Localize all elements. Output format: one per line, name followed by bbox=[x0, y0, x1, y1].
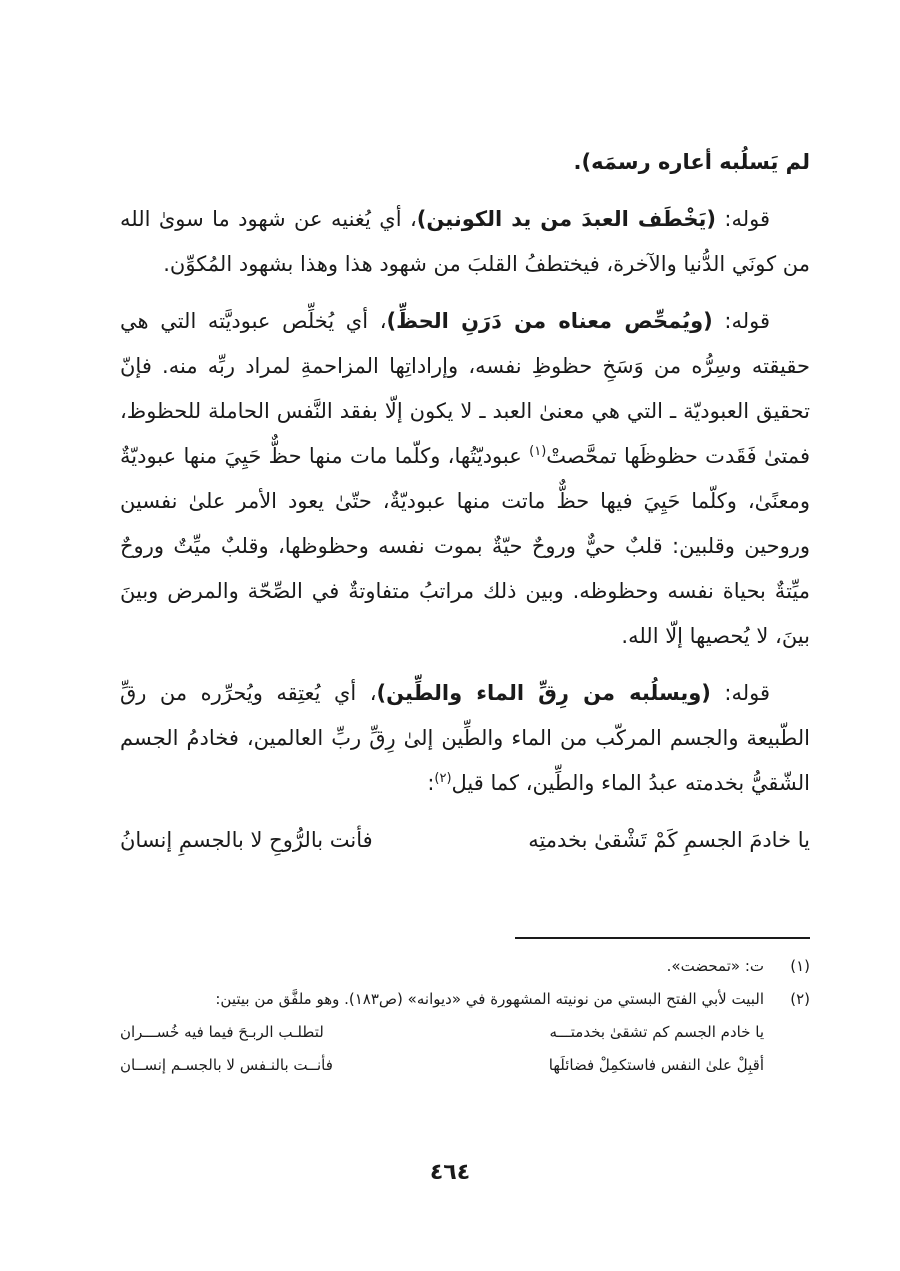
paragraph-3-quote: (ويسلُبه من رِقِّ الماء والطِّين) bbox=[376, 681, 711, 705]
footnote-divider bbox=[515, 937, 810, 939]
footnote-ref-2[interactable]: (٢) bbox=[434, 771, 452, 786]
paragraph-2-quote: (ويُمحِّص معناه من دَرَنِ الحظِّ) bbox=[386, 309, 713, 333]
footnote-verse-2-second: فأنــت بالنـفس لا بالجسـم إنســان bbox=[120, 1056, 333, 1074]
footnote-verse-2-first: أقبِلْ علىٰ النفس فاستكمِلْ فضائلَها bbox=[548, 1056, 764, 1074]
footnote-1-text: ت: «تمحضت». bbox=[666, 957, 764, 975]
paragraph-0-text: لم يَسلُبه أعاره رسمَه). bbox=[573, 150, 810, 174]
paragraph-0 bbox=[120, 140, 810, 185]
verse-second-hemistich: فأنت بالرُّوحِ لا بالجسمِ إنسانُ bbox=[120, 828, 373, 852]
paragraph-2-intro: قوله: bbox=[712, 309, 770, 333]
paragraph-1-quote: (يَخْطَف العبدَ من يد الكونين) bbox=[416, 207, 716, 231]
paragraph-3-body-b: : bbox=[427, 771, 435, 795]
footnote-verse-1 bbox=[120, 1016, 810, 1049]
paragraph-1-intro: قوله: bbox=[715, 207, 770, 231]
footnote-2 bbox=[120, 983, 810, 1016]
verse-first-hemistich: يا خادمَ الجسمِ كَمْ تَشْقىٰ بخدمتِه bbox=[528, 828, 810, 852]
page-number: ٤٦٤ bbox=[429, 1160, 471, 1185]
footnote-1 bbox=[120, 950, 810, 983]
footnote-2-number: (٢) bbox=[790, 990, 810, 1008]
paragraph-2-body-b: عبوديّتُها، وكلّما مات منها حظٌّ حَيِيَ منها عبوديّةٌ ومعنًىٰ، وكلّما حَيِيَ فيها حظٌّ ماتت منها عبوديّةٌ، حتّىٰ يعود الأمر علىٰ نفسين وروحين وقلبين: قلبٌ حيٌّ وروحٌ حيّةٌ بموت نفسه وحظوظها، وقلبٌ ميِّتٌ وروحٌ ميِّتةٌ بحياة نفسه وحظوظه. وبين ذلك مراتبُ متفاوتةٌ في الصِّحّة والمرض وبينَ بينَ، لا يُحصيها إلّا الله. bbox=[120, 444, 810, 648]
paragraph-3-body-a: ، أي يُعتِقه ويُحرِّره من رقِّ الطّبيعة والجسم المركّب من الماء والطِّين إلىٰ رِقِّ ربِّ العالمين، فخادمُ الجسم الشّقيُّ بخدمته عبدُ الماء والطِّين، كما قيل bbox=[120, 681, 810, 795]
paragraph-2-body-a: ، أي يُخلِّص عبوديَّته التي هي حقيقته وسِرُّه من وَسَخِ حظوظِ نفسه، وإراداتِها المزاحمةِ لمراد ربِّه منه. فإنّ تحقيق العبوديّة ـ التي هي معنىٰ العبد ـ لا يكون إلّا بفقد النَّفس الحاملة للحظوظ، فمتىٰ فَقَدت حظوظَها تمحَّصتْ bbox=[120, 309, 810, 468]
main-text bbox=[120, 140, 810, 863]
footnote-2-text: البيت لأبي الفتح البستي من نونيته المشهورة في «ديوانه» (ص١٨٣). وهو ملفَّق من بيتين: bbox=[215, 990, 764, 1008]
verse-line bbox=[120, 818, 810, 863]
footnote-verse-1-first: يا خادم الجسم كم تشقىٰ بخدمتـــه bbox=[549, 1023, 764, 1041]
footnote-ref-1[interactable]: (١) bbox=[529, 444, 547, 459]
paragraph-1 bbox=[120, 197, 810, 287]
footnote-verse-1-second: لتطلـب الربـحَ فيما فيه خُســـران bbox=[120, 1023, 324, 1041]
paragraph-3-intro: قوله: bbox=[710, 681, 771, 705]
paragraph-3 bbox=[120, 671, 810, 806]
footnote-verse-2 bbox=[120, 1049, 810, 1082]
footnotes bbox=[120, 950, 810, 1082]
footnote-1-number: (١) bbox=[790, 957, 810, 975]
paragraph-2 bbox=[120, 299, 810, 659]
paragraph-1-body: ، أي يُغنيه عن شهود ما سوىٰ الله من كونَي الدُّنيا والآخرة، فيختطفُ القلبَ من شهود هذا وهذا بشهود المُكوِّن. bbox=[120, 207, 810, 276]
